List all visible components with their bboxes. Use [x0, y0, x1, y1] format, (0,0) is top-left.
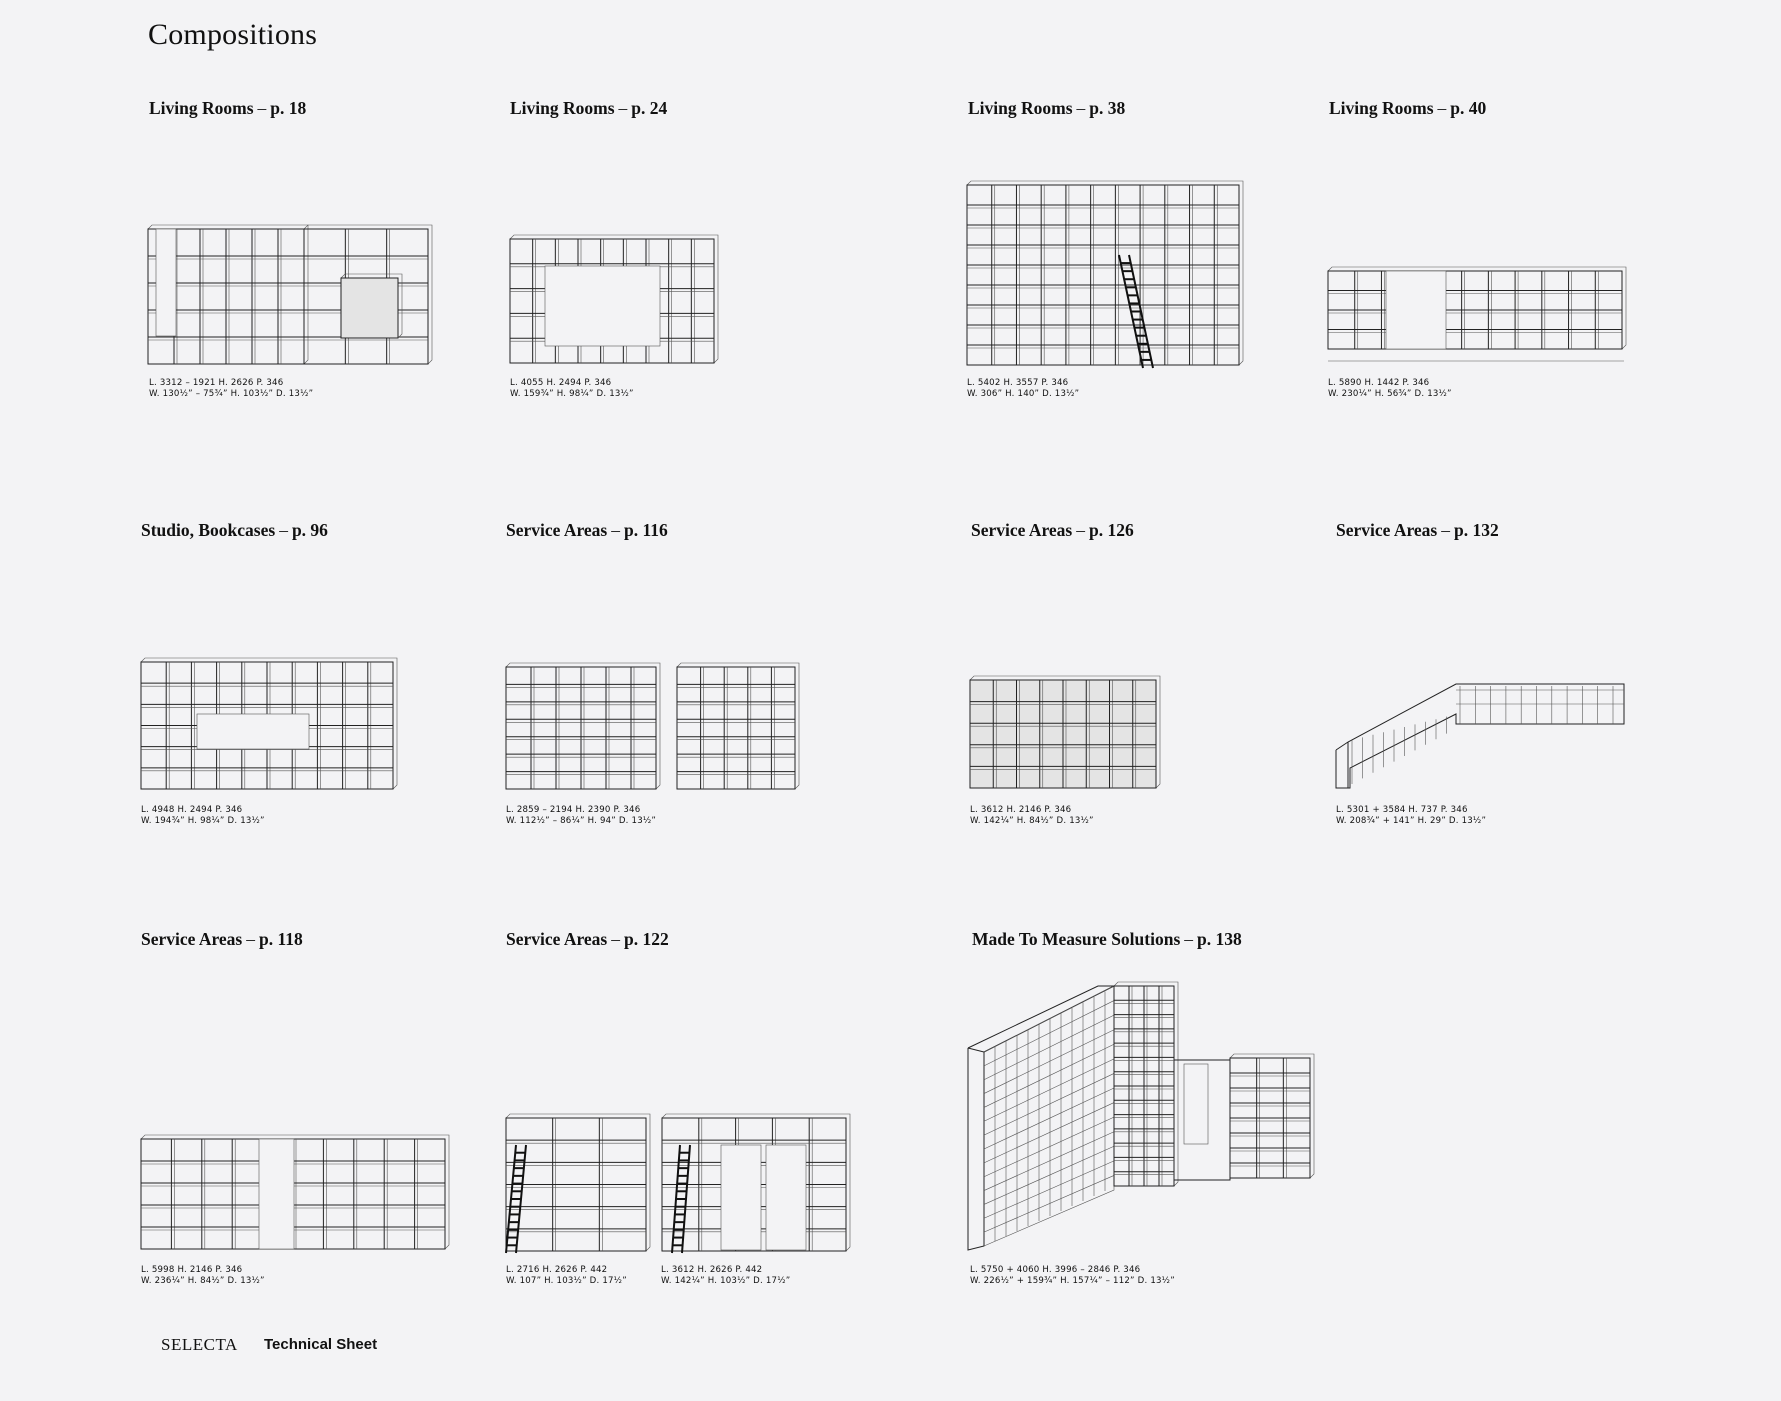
drawing-service-areas-118: [141, 1136, 447, 1250]
dims-living-rooms-18: L. 3312 – 1921 H. 2626 P. 346 W. 130½” – 75¾” H. 103½” D. 13½”: [149, 378, 314, 399]
section-title-service-areas-116: Service Areas – p. 116: [506, 520, 668, 540]
dims-service-areas-122-b: L. 3612 H. 2626 P. 442 W. 142¼” H. 103½” D. 17½”: [661, 1265, 791, 1286]
section-title-made-to-measure-138: Made To Measure Solutions – p. 138: [972, 929, 1242, 949]
dims-service-areas-126: L. 3612 H. 2146 P. 346 W. 142¼” H. 84½” D. 13½”: [970, 805, 1094, 826]
drawing-service-areas-116: [506, 664, 796, 790]
dims-living-rooms-40: L. 5890 H. 1442 P. 346 W. 230¼” H. 56¾” D. 13½”: [1328, 378, 1452, 399]
drawing-service-areas-126: [970, 677, 1158, 789]
footer-brand: SELECTA: [161, 1335, 238, 1354]
dims-service-areas-118: L. 5998 H. 2146 P. 346 W. 236¼” H. 84½” D. 13½”: [141, 1265, 265, 1286]
section-title-service-areas-122: Service Areas – p. 122: [506, 929, 669, 949]
dims-service-areas-116: L. 2859 – 2194 H. 2390 P. 346 W. 112½” – 86¼” H. 94” D. 13½”: [506, 805, 657, 826]
drawing-service-areas-122: [496, 1115, 848, 1255]
drawing-living-rooms-38: [967, 182, 1241, 372]
drawing-studio-bookcases-96: [141, 659, 395, 791]
section-title-service-areas-126: Service Areas – p. 126: [971, 520, 1134, 540]
section-title-living-rooms-40: Living Rooms – p. 40: [1329, 98, 1487, 118]
drawing-living-rooms-24: [510, 236, 716, 366]
dims-studio-bookcases-96: L. 4948 H. 2494 P. 346 W. 194¾” H. 98¼” D. 13½”: [141, 805, 265, 826]
footer-subtitle: Technical Sheet: [264, 1336, 378, 1353]
drawing-service-areas-132: [1336, 684, 1626, 790]
drawing-living-rooms-18: [148, 226, 430, 366]
dims-made-to-measure-138: L. 5750 + 4060 H. 3996 – 2846 P. 346 W. 226½” + 159¾” H. 157¼” – 112” D. 13½”: [970, 1265, 1175, 1286]
dims-living-rooms-24: L. 4055 H. 2494 P. 346 W. 159¾” H. 98¼” D. 13½”: [510, 378, 634, 399]
drawing-made-to-measure-138: [968, 980, 1312, 1252]
section-title-living-rooms-18: Living Rooms – p. 18: [149, 98, 307, 118]
dims-service-areas-122-a: L. 2716 H. 2626 P. 442 W. 107” H. 103½” D. 17½”: [506, 1265, 627, 1286]
dims-living-rooms-38: L. 5402 H. 3557 P. 346 W. 306” H. 140” D. 13½”: [967, 378, 1080, 399]
section-title-service-areas-118: Service Areas – p. 118: [141, 929, 303, 949]
section-title-living-rooms-38: Living Rooms – p. 38: [968, 98, 1126, 118]
dims-service-areas-132: L. 5301 + 3584 H. 737 P. 346 W. 208¾” + 141” H. 29” D. 13½”: [1336, 805, 1487, 826]
section-title-studio-bookcases-96: Studio, Bookcases – p. 96: [141, 520, 328, 540]
page-title: Compositions: [148, 18, 318, 51]
section-title-living-rooms-24: Living Rooms – p. 24: [510, 98, 668, 118]
drawing-living-rooms-40: [1328, 268, 1624, 364]
section-title-service-areas-132: Service Areas – p. 132: [1336, 520, 1499, 540]
